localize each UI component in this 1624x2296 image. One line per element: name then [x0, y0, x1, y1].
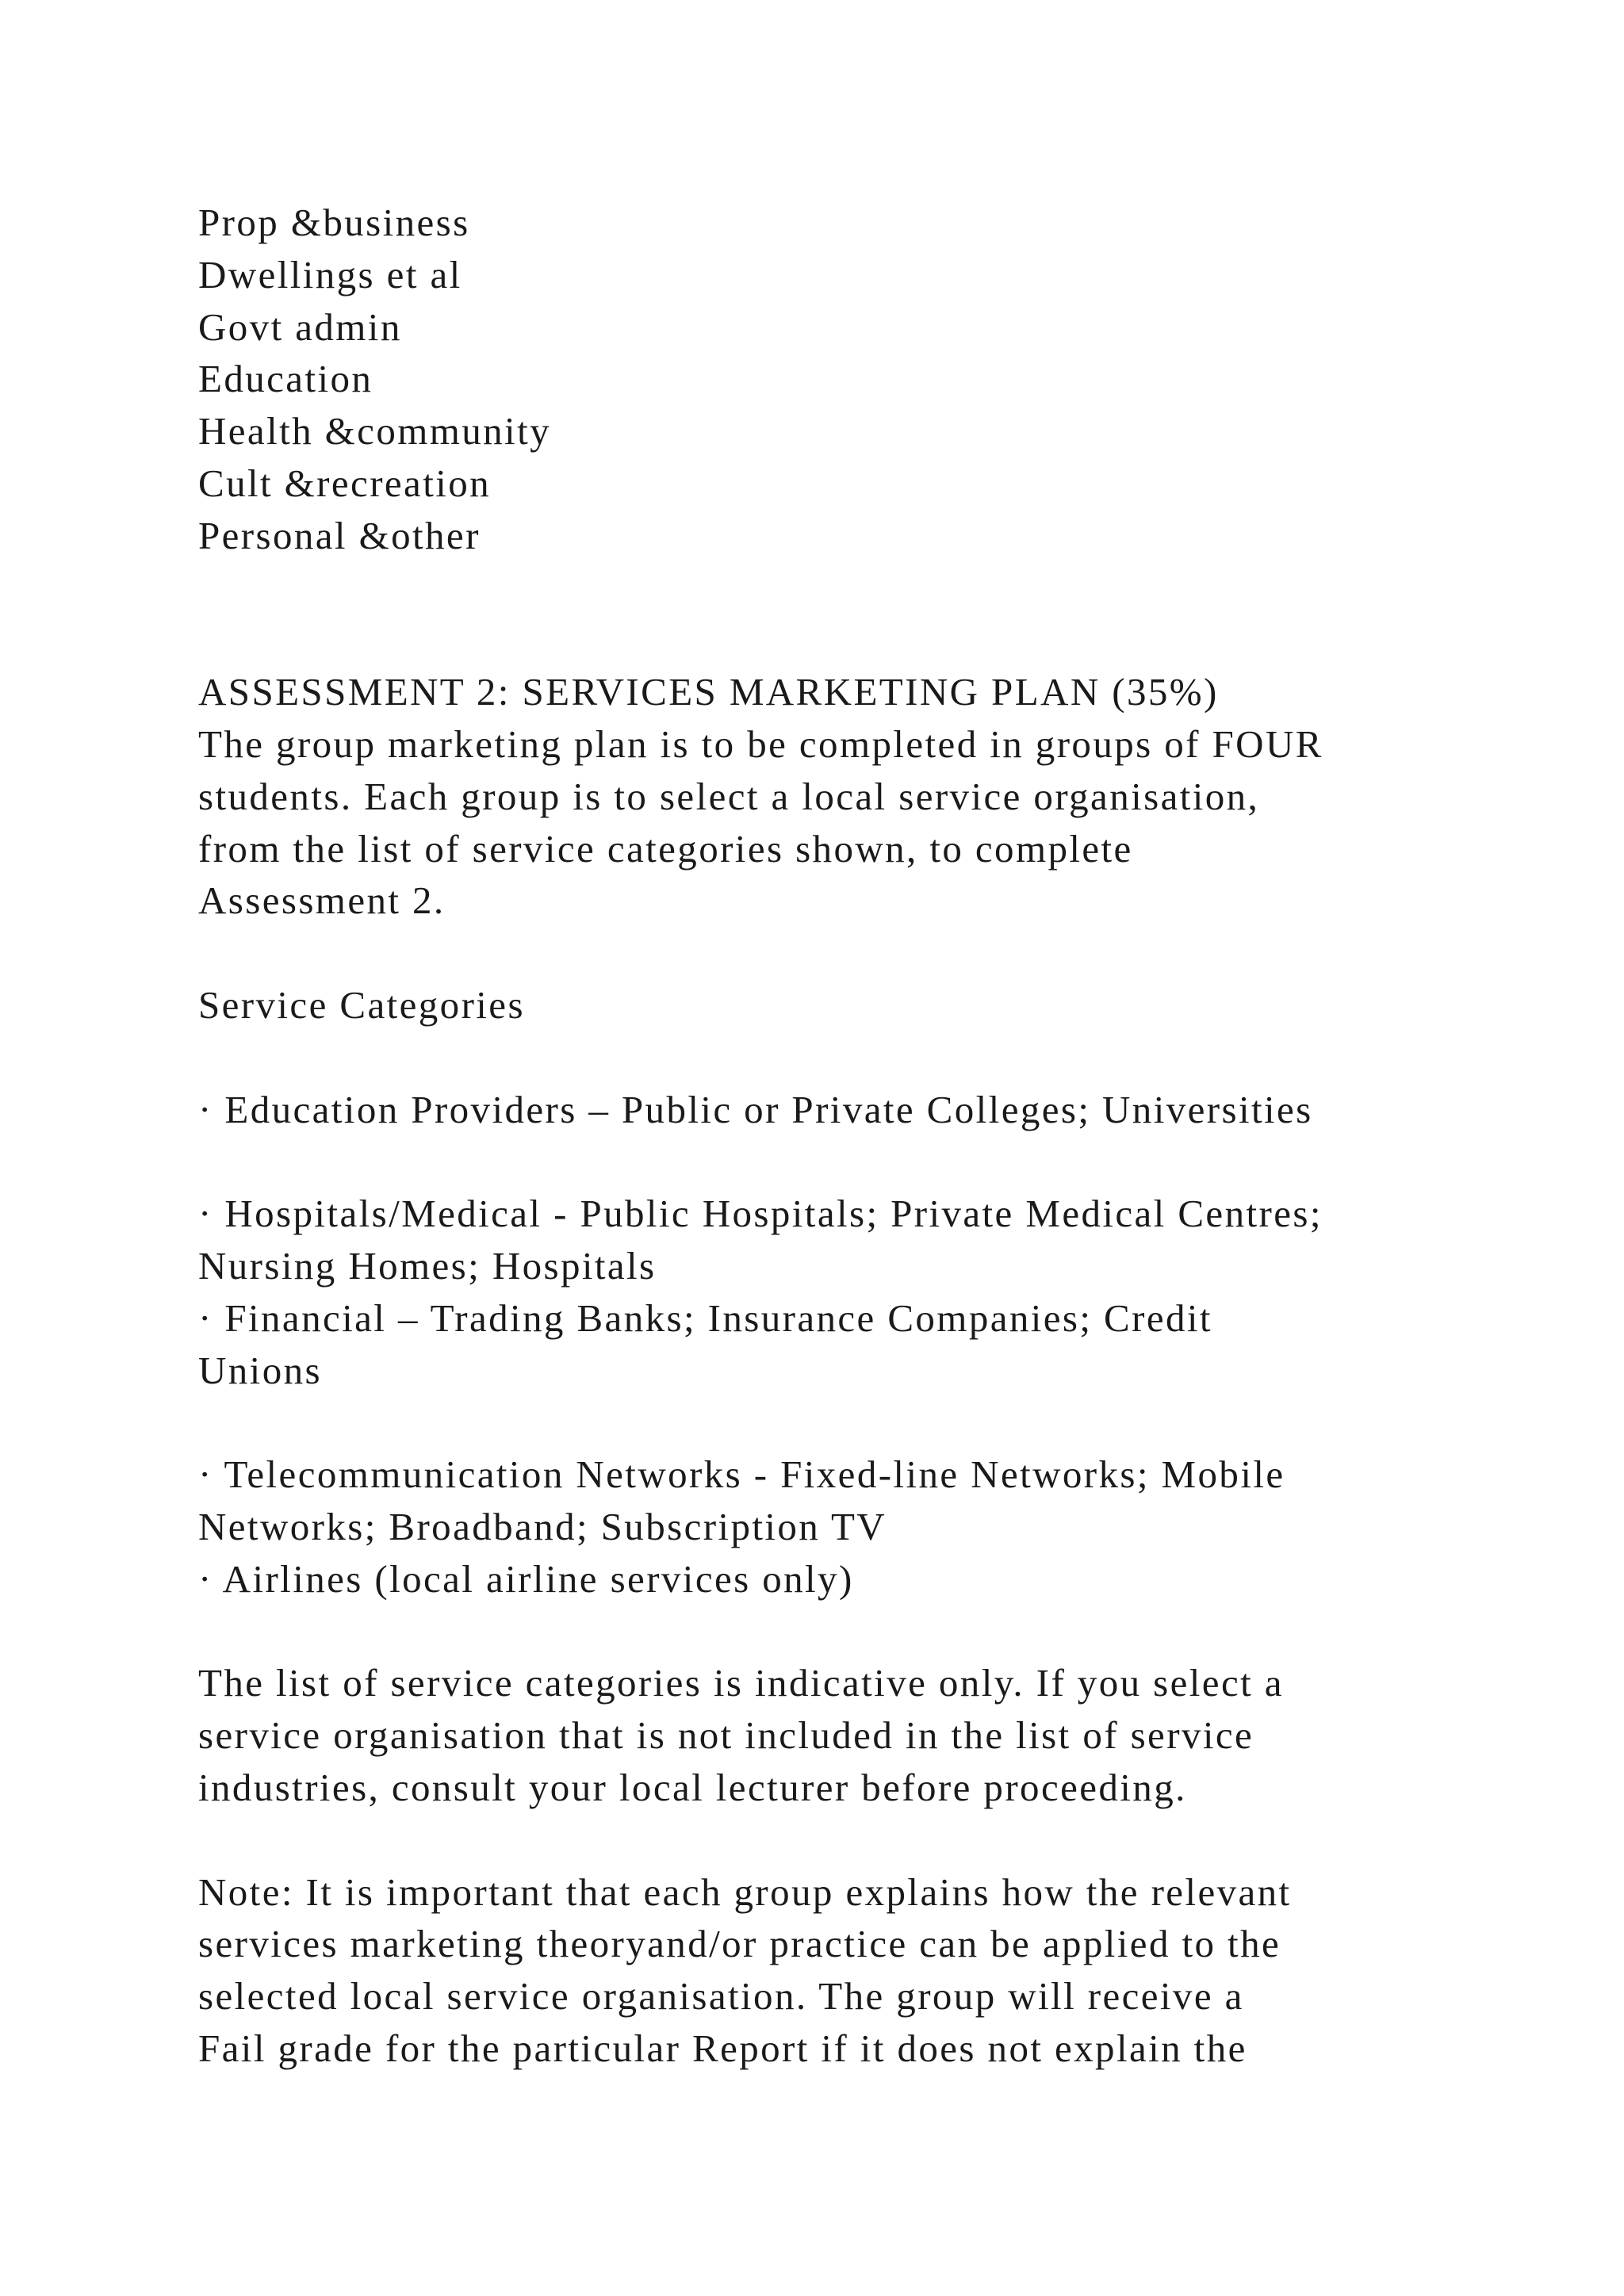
indicative-paragraph-line: service organisation that is not included in the list of service: [198, 1713, 1254, 1758]
industry-item: Cult &recreation: [198, 461, 492, 505]
indicative-paragraph-line: The list of service categories is indicative only. If you select a: [198, 1661, 1284, 1705]
category-financial-line: Unions: [198, 1348, 322, 1392]
blank-line: [198, 1814, 1562, 1866]
category-hospitals-line: · Hospitals/Medical - Public Hospitals; Private Medical Centres;: [198, 1192, 1323, 1236]
assessment-heading: ASSESSMENT 2: SERVICES MARKETING PLAN (35%): [198, 670, 1219, 714]
intro-paragraph-line: from the list of service categories shown, to complete: [198, 826, 1133, 871]
category-telecom-line: Networks; Broadband; Subscription TV: [198, 1504, 887, 1548]
category-education: · Education Providers – Public or Private Colleges; Universities: [198, 1087, 1313, 1131]
category-hospitals-line: Nursing Homes; Hospitals: [198, 1243, 657, 1288]
intro-paragraph-line: Assessment 2.: [198, 878, 446, 923]
note-paragraph-line: selected local service organisation. The group will receive a: [198, 1974, 1244, 2019]
blank-line: [198, 614, 1562, 666]
indicative-paragraph-line: industries, consult your local lecturer before proceeding.: [198, 1765, 1187, 1809]
document-body: [198, 197, 1562, 2075]
industry-item: Personal &other: [198, 513, 481, 557]
blank-line: [198, 1135, 1562, 1188]
industry-item: Dwellings et al: [198, 252, 462, 297]
industry-item: Health &community: [198, 409, 551, 453]
category-financial-line: · Financial – Trading Banks; Insurance Companies; Credit: [198, 1295, 1212, 1340]
categories-heading: Service Categories: [198, 982, 525, 1027]
intro-paragraph-line: The group marketing plan is to be completed in groups of FOUR: [198, 721, 1323, 766]
blank-line: [198, 1031, 1562, 1084]
note-paragraph-line: Fail grade for the particular Report if it does not explain the: [198, 2026, 1247, 2070]
industry-item: Education: [198, 357, 373, 401]
note-paragraph-line: Note: It is important that each group explains how the relevant: [198, 1869, 1292, 1914]
category-airlines: · Airlines (local airline services only): [198, 1556, 854, 1601]
industry-item: Prop &business: [198, 201, 470, 244]
blank-line: [198, 927, 1562, 979]
category-telecom-line: · Telecommunication Networks - Fixed-line Networks; Mobile: [198, 1452, 1285, 1497]
blank-line: [198, 1396, 1562, 1448]
blank-line: [198, 1605, 1562, 1658]
blank-line: [198, 562, 1562, 614]
intro-paragraph-line: students. Each group is to select a local service organisation,: [198, 774, 1260, 818]
industry-item: Govt admin: [198, 304, 402, 349]
note-paragraph-line: services marketing theoryand/or practice can be applied to the: [198, 1922, 1281, 1966]
